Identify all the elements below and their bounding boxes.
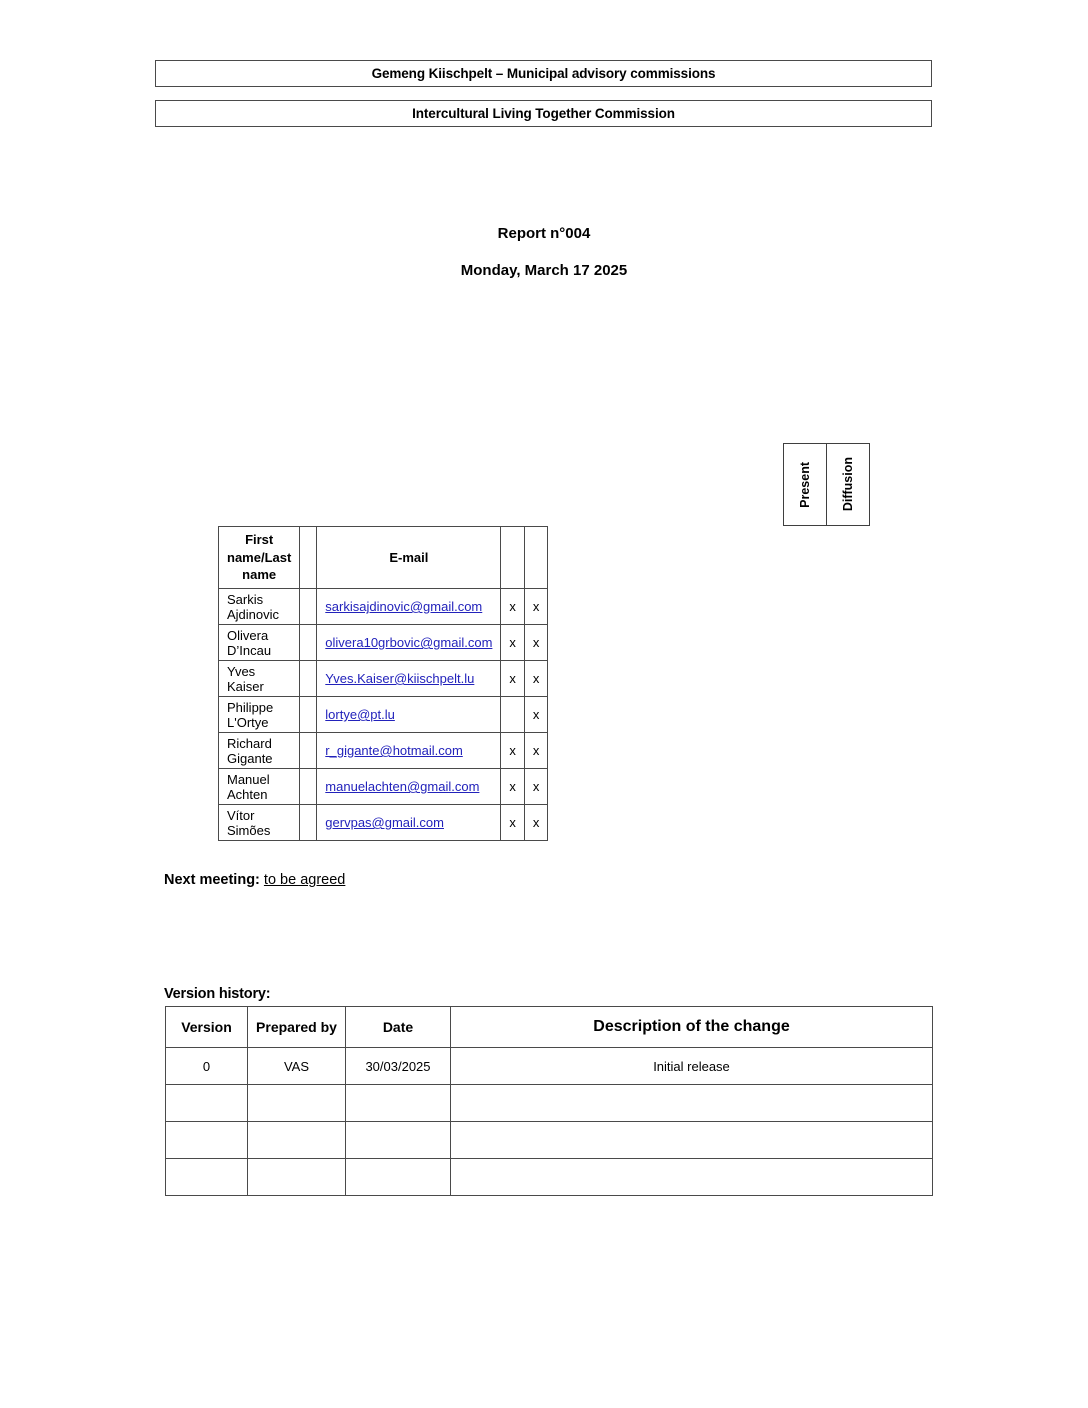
cell-email (317, 805, 501, 841)
column-header-description: Description of the change (451, 1007, 933, 1048)
cell-version (166, 1122, 248, 1159)
cell-name: Olivera D’Incau (219, 625, 300, 661)
email-link[interactable]: manuelachten@gmail.com (325, 779, 480, 794)
cell-diffusion: x (524, 661, 548, 697)
cell-diffusion: x (524, 697, 548, 733)
cell-prepared-by (248, 1159, 346, 1196)
column-header-name: First name/Last name (219, 527, 300, 589)
cell-name: Richard Gigante (219, 733, 300, 769)
table-row (166, 1048, 933, 1085)
table-row (219, 697, 548, 733)
cell-email (317, 589, 501, 625)
column-header-present-spacer (501, 527, 525, 589)
version-history-table (165, 1006, 933, 1196)
column-header-email: E-mail (317, 527, 501, 589)
cell-present: x (501, 625, 525, 661)
column-header-prepared-by: Prepared by (248, 1007, 346, 1048)
table-row (219, 805, 548, 841)
cell-diffusion: x (524, 769, 548, 805)
cell-prepared-by: VAS (248, 1048, 346, 1085)
email-link[interactable]: Yves.Kaiser@kiischpelt.lu (325, 671, 475, 686)
table-row (219, 733, 548, 769)
cell-date (346, 1159, 451, 1196)
cell-date (346, 1085, 451, 1122)
cell-present (501, 697, 525, 733)
cell-diffusion: x (524, 805, 548, 841)
cell-present: x (501, 589, 525, 625)
header-banner-organization (155, 60, 932, 87)
cell-email (317, 733, 501, 769)
email-link[interactable]: sarkisajdinovic@gmail.com (325, 599, 483, 614)
column-header-present (783, 443, 827, 526)
cell-email (317, 661, 501, 697)
cell-description (451, 1085, 933, 1122)
cell-blank (300, 805, 317, 841)
column-header-diffusion (827, 443, 870, 526)
cell-present: x (501, 661, 525, 697)
cell-name: Manuel Achten (219, 769, 300, 805)
column-header-blank (300, 527, 317, 589)
column-header-diffusion-label: Diffusion (841, 457, 855, 512)
cell-blank (300, 769, 317, 805)
cell-description (451, 1122, 933, 1159)
table-row (166, 1122, 933, 1159)
cell-name: Vítor Simões (219, 805, 300, 841)
version-history-header-row (166, 1007, 933, 1048)
table-row (166, 1085, 933, 1122)
cell-name: Philippe L'Ortye (219, 697, 300, 733)
cell-version: 0 (166, 1048, 248, 1085)
cell-description (451, 1159, 933, 1196)
table-row (166, 1159, 933, 1196)
cell-present: x (501, 733, 525, 769)
next-meeting-value: to be agreed (263, 872, 346, 888)
table-row (219, 589, 548, 625)
cell-prepared-by (248, 1085, 346, 1122)
page-subtitle-date: Monday, March 17 2025 (460, 262, 628, 279)
cell-version (166, 1159, 248, 1196)
column-header-present-label: Present (798, 461, 812, 508)
next-meeting-label: Next meeting: (164, 872, 260, 888)
attendee-table (218, 526, 548, 841)
email-link[interactable]: lortye@pt.lu (325, 707, 395, 722)
next-meeting-line (164, 872, 345, 888)
page-title: Report n°004 (497, 225, 591, 242)
cell-email (317, 769, 501, 805)
email-link[interactable]: olivera10grbovic@gmail.com (325, 635, 493, 650)
table-row (219, 625, 548, 661)
email-link[interactable]: gervpas@gmail.com (325, 815, 444, 830)
table-row (219, 661, 548, 697)
cell-blank (300, 661, 317, 697)
cell-present: x (501, 805, 525, 841)
header-banner-commission-text: Intercultural Living Together Commission (412, 106, 675, 121)
cell-diffusion: x (524, 733, 548, 769)
cell-email (317, 697, 501, 733)
table-row (219, 769, 548, 805)
cell-date (346, 1122, 451, 1159)
cell-name: Sarkis Ajdinovic (219, 589, 300, 625)
cell-date: 30/03/2025 (346, 1048, 451, 1085)
email-link[interactable]: r_gigante@hotmail.com (325, 743, 463, 758)
cell-email (317, 625, 501, 661)
version-history-heading: Version history: (164, 986, 271, 1002)
column-header-date: Date (346, 1007, 451, 1048)
header-banner-commission (155, 100, 932, 127)
cell-blank (300, 625, 317, 661)
cell-diffusion: x (524, 625, 548, 661)
cell-blank (300, 697, 317, 733)
column-header-version: Version (166, 1007, 248, 1048)
header-banner-organization-text: Gemeng Kiischpelt – Municipal advisory commissions (371, 66, 716, 81)
attendee-vertical-header-block (783, 443, 870, 526)
cell-prepared-by (248, 1122, 346, 1159)
cell-blank (300, 733, 317, 769)
cell-blank (300, 589, 317, 625)
cell-name: Yves Kaiser (219, 661, 300, 697)
cell-diffusion: x (524, 589, 548, 625)
column-header-diffusion-spacer (524, 527, 548, 589)
cell-version (166, 1085, 248, 1122)
cell-present: x (501, 769, 525, 805)
cell-description: Initial release (451, 1048, 933, 1085)
attendee-table-header-row (219, 527, 548, 589)
